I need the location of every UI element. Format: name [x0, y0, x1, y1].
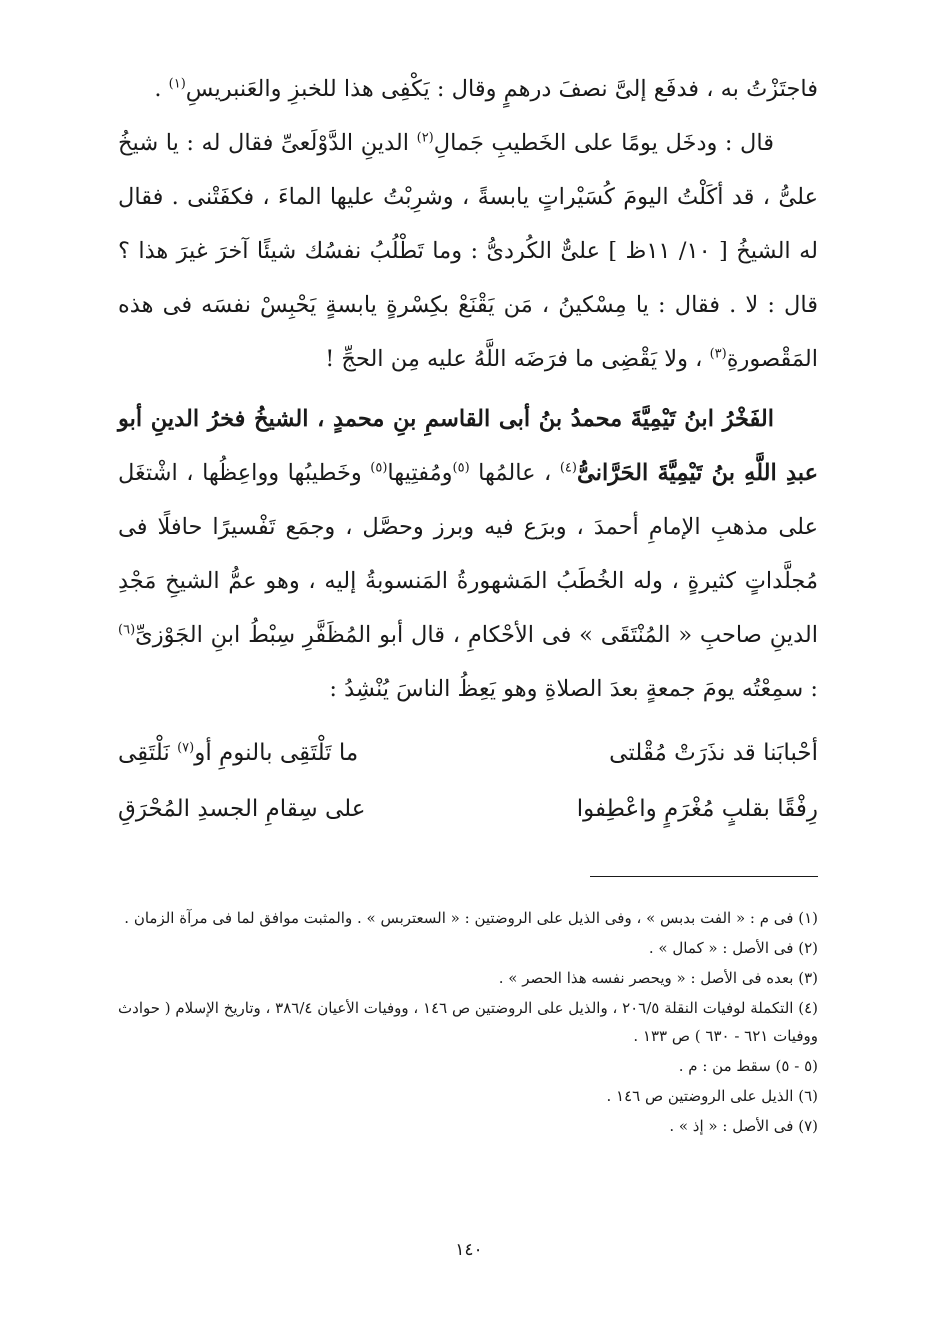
footnote-6: (٦) الذيل على الروضتين ص ١٤٦ . — [606, 1087, 818, 1105]
paragraph-biography — [118, 392, 818, 716]
footnote-ref-6: (٦) — [118, 622, 136, 638]
anecdote-part-3: ، ولا يَقْضِى ما فرَضَه اللَّهُ عليه مِن الحجِّ ! — [325, 346, 710, 372]
anecdote-part-2: الدينِ الدَّوْلَعىِّ فقال له : يا شيخُ علىُّ ، قد أكَلْتُ اليومَ كُسَيْراتٍ يابسةً ، وشرِبْتُ عليها الماءَ ، فكفَتْنى . فقال له الشيخُ [ ١٠/ ١١ظ ] علىٌّ الكُردىُّ : وما تَطْلُبُ نفسُك شيئًا آخرَ غيرَ هذا ؟ قال : لا . فقال : يا مِسْكينُ ، مَن يَقْنَعْ بكِسْرةٍ يابسةٍ يَحْبِسْ نفسَه فى هذه المَقْصورةِ — [118, 130, 818, 372]
footnote-ref-5b: (٥) — [370, 460, 388, 476]
poem-line-1-second-b: نَلْتَقِى — [118, 740, 178, 766]
footnote-5: (٥ - ٥) سقط من : م . — [678, 1057, 818, 1075]
biography-text-3: وخَطيبُها وواعِظُها ، اشْتغَل على مذهبِ الإمامِ أحمدَ ، وبرَع فيه وبرز وحصَّل ، وجمَع تَفْسيرًا حافلًا فى مُجلَّداتٍ كثيرةٍ ، وله الخُطَبُ المَشهورةُ المَنسوبةُ إليه ، وهو عمُّ الشيخِ مَجْدِ الدينِ صاحبِ « المُنْتَقَى » فى الأحْكامِ ، قال أبو المُظَفَّرِ سِبْطُ ابنِ الجَوْزىِّ — [118, 460, 818, 648]
footnote-ref-1: (١) — [168, 76, 186, 92]
footnote-ref-7: (٧) — [177, 740, 195, 756]
footnotes — [100, 904, 818, 1142]
poem-line-1-second-a: ما تَلْتَقِى بالنومِ أو — [194, 740, 359, 766]
footnote-ref-2: (٢) — [416, 130, 434, 146]
footnote-ref-5a: (٥) — [452, 460, 470, 476]
footnote-ref-4: (٤) — [559, 460, 577, 476]
anecdote-part-1: قال : ودخَل يومًا على الخَطيبِ جَمالِ — [433, 130, 774, 156]
footnote-separator — [590, 876, 818, 877]
paragraph-anecdote — [118, 116, 818, 386]
footnote-7: (٧) فى الأصل : « إذ » . — [669, 1117, 818, 1135]
footnote-1: (١) فى م : « الفت بدبس » ، وفى الذيل على الروضتين : « السعتربس » . والمثبت موافق لما فى مرآة الزمان . — [124, 909, 818, 927]
page-number: ١٤٠ — [455, 1240, 483, 1260]
biography-text-2: ومُفتِيها — [387, 460, 453, 486]
intro-text: فاجتَزْتُ به ، فدفَع إلىَّ نصفَ درهمٍ وقال : يَكْفِى هذا للخبزِ والعَنبريسِ — [185, 76, 818, 102]
footnote-3: (٣) بعده فى الأصل : « ويحصر نفسه هذا الحصر » . — [498, 969, 818, 987]
poem-line-2-first-hemistich: رِفْقًا بقلبٍ مُغْرَمٍ واعْطِفوا — [576, 796, 818, 822]
footnote-ref-3: (٣) — [709, 346, 727, 362]
poem-line-2-second-hemistich: على سِقامِ الجسدِ المُحْرَقِ — [118, 796, 366, 822]
biography-text-1: ، عالمُها — [469, 460, 560, 486]
poem-line-1-second-hemistich — [118, 740, 358, 766]
intro-end: . — [154, 76, 169, 102]
poem-line-1-first-hemistich: أحْبابَنا قد نذَرَتْ مُقْلتى — [609, 740, 818, 766]
main-text — [118, 62, 818, 716]
biography-heading: الفَخْرُ ابنُ تَيْمِيَّةَ محمدُ بنُ أبى القاسمِ بنِ محمدٍ ، الشيخُ فخرُ الدينِ أبو عبدِ اللَّهِ بنُ تَيْمِيَّةَ الحَرَّانىُّ — [118, 406, 819, 486]
footnote-4: (٤) التكملة لوفيات النقلة ٢٠٦/٥ ، والذيل على الروضتين ص ١٤٦ ، ووفيات الأعيان ٣٨٦/٤ ، وتاريخ الإسلام ( حوادث ووفيات ٦٢١ - ٦٣٠ ) ص ١٣٣ . — [118, 999, 818, 1045]
paragraph-intro — [118, 62, 818, 116]
footnote-2: (٢) فى الأصل : « كمال » . — [648, 939, 818, 957]
biography-text-4: : سمِعْتُه يومَ جمعةٍ بعدَ الصلاةِ وهو يَعِظُ الناسَ يُنْشِدُ : — [329, 676, 818, 702]
